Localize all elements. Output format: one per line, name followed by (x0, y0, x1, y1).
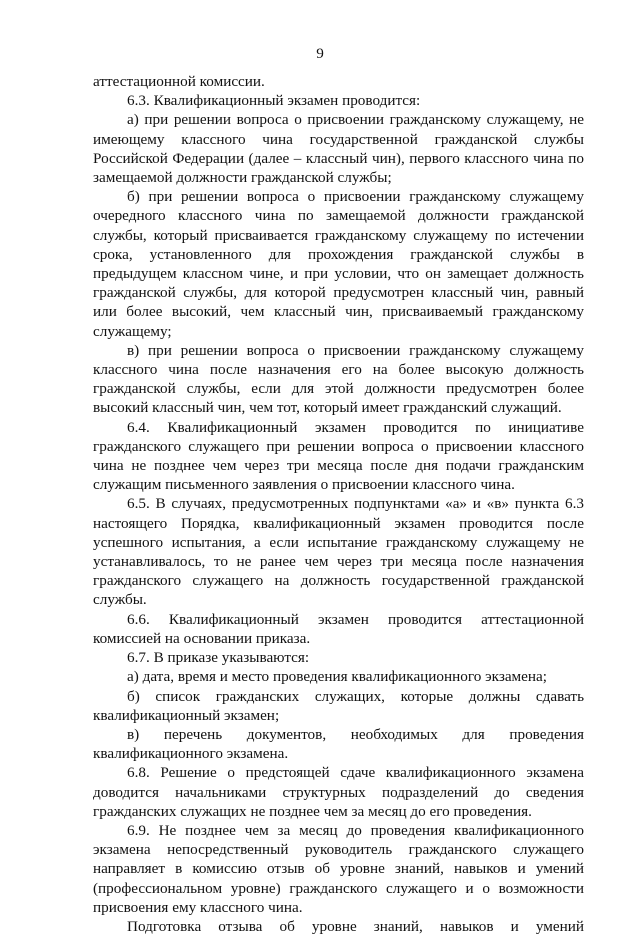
paragraph-6-3-v: в) при решении вопроса о присвоении гражданскому служащему классного чина после назначения его на более высокую должность гражданской службы, если для этой должности предусмотрен более высокий классный чин, чем тот, который имеет гражданский служащий. (93, 341, 584, 417)
paragraph-6-4: 6.4. Квалификационный экзамен проводится по инициативе гражданского служащего при решении вопроса о присвоении классного чина не позднее чем через три месяца после дня подачи гражданским служащим письменного заявления о присвоении классного чина. (93, 418, 584, 494)
paragraph-6-7-b: б) список гражданских служащих, которые должны сдавать квалификационный экзамен; (93, 687, 584, 724)
paragraph-6-7-a: а) дата, время и место проведения квалификационного экзамена; (127, 668, 547, 686)
paragraph-6-7-v: в) перечень документов, необходимых для проведения квалификационного экзамена. (93, 725, 584, 763)
paragraph-6-8: 6.8. Решение о предстоящей сдаче квалификационного экзамена доводится начальниками структурных подразделений до сведения гражданских служащих не позднее чем за месяц до его проведения. (93, 764, 584, 820)
paragraph-6-3-b: б) при решении вопроса о присвоении гражданскому служащему очередного классного чина по замещаемой должности гражданской службы, который присваивается гражданскому служащему по истечении срока, установленного для прохождения гражданской службы в предыдущем классном чине, и при условии, что он замещает должность гражданской службы, для которой предусмотрен классный чин, равный или более высокий, чем классный чин, присваиваемый гражданскому служащему; (93, 188, 584, 340)
paragraph-6-5: 6.5. В случаях, предусмотренных подпунктами «а» и «в» пункта 6.3 настоящего Порядка, квалификационный экзамен проводится после успешного испытания, а если испытание гражданскому служащему не устанавливалось, то не ранее чем через три месяца после назначения гражданского служащего на должность государственной гражданской службы. (93, 495, 584, 609)
paragraph-review-preparation: Подготовка отзыва об уровне знаний, навыков и умений (127, 917, 584, 935)
paragraph-6-6: 6.6. Квалификационный экзамен проводится аттестационной комиссией на основании приказа. (93, 610, 584, 647)
document-body (93, 72, 584, 936)
page-number: 9 (316, 45, 324, 62)
paragraph-6-3: 6.3. Квалификационный экзамен проводится: (127, 92, 421, 110)
paragraph-6-9: 6.9. Не позднее чем за месяц до проведения квалификационного экзамена непосредственный руководитель гражданского служащего направляет в комиссию отзыв об уровне знаний, навыков и умений (профессиональном уровне) гражданского служащего и о возможности присвоения ему классного чина. (93, 821, 584, 916)
paragraph-continuation: аттестационной комиссии. (93, 73, 265, 90)
paragraph-6-3-a: а) при решении вопроса о присвоении гражданскому служащему, не имеющему классного чина государственной гражданской службы Российской Федерации (далее – классный чин), первого классного чина по замещаемой должности гражданской службы; (93, 111, 584, 187)
paragraph-6-7: 6.7. В приказе указываются: (127, 649, 310, 667)
